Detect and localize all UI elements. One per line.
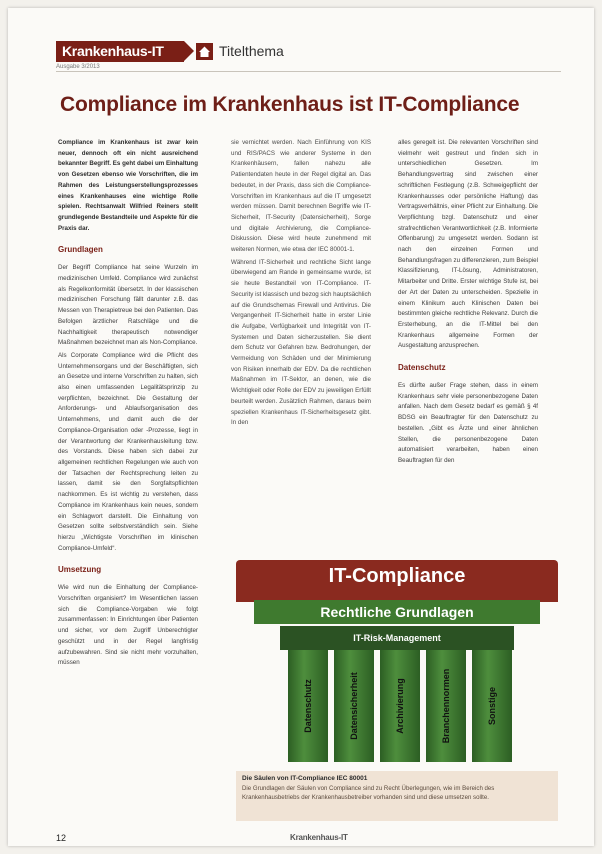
magazine-logo: [56, 41, 184, 62]
pillar-label: Datenschutz: [303, 679, 313, 733]
header-rule: [56, 71, 561, 72]
diagram-title: IT-Compliance: [328, 565, 466, 587]
diagram-legal-basis-label: Rechtliche Grundlagen: [320, 604, 474, 620]
article-lead: Compliance im Krankenhaus ist zwar kein neuer, dennoch oft ein nicht ausreichend bekannter Begriff. Es geht dabei um Einhaltung von Gesetzen ebenso wie Vorschriften, die im Rahmen des Leistungserstellungsprozesses eines Krankenhauses eine wichtige Rolle spielen. Rechtsanwalt Wilfried Reiners stellt grundlegende Bestandteile und Aspekte für die Praxis dar.: [58, 139, 198, 232]
subhead-grundlagen: Grundlagen: [58, 245, 103, 255]
column-3: [398, 138, 538, 469]
pillar-datensicherheit: [334, 650, 374, 762]
pillar-branchennormen: [426, 650, 466, 762]
page-number: 12: [56, 833, 67, 843]
subhead-umsetzung: Umsetzung: [58, 565, 102, 575]
magazine-page: [8, 8, 594, 846]
figure-caption: [236, 771, 558, 821]
issue-line: Ausgabe 3/2013: [56, 64, 100, 70]
section-label: Titelthema: [219, 43, 284, 59]
footer-logo: Krankenhaus-IT: [290, 833, 348, 842]
paragraph: Während IT-Sicherheit und rechtliche Sicht lange überwiegend am Rande in gemeinsame wurde, ist sie heute Bestandteil von IT-Compliance. IT-Security ist klassisch und bezog sich hauptsächlich auf die Grundschemas Firewall und Antivirus. Die Vergangenheit IT-Sicherheit hatte in erster Linie die Aufgabe, Verfügbarkeit und Integrität von IT-Systemen und Daten sicherzustellen. Sie dient dem Schutz vor Gefahren bzw. Bedrohungen, der Vermeidung von Schäden und der Minimierung von Risiken innerhalb der EDV. Da die rechtlichen Maßnahmen im IT-Sektor, an denen, wie die Wichtigkeit oder Rolle der EDV zu jeweiligen Erfüllt beurteilt werden. Zusätzlich Rahmen, daraus beim speziellen Krankenhaus IT-Sicherheitsgesetz gibt. In den: [231, 258, 371, 427]
figure-caption-text: Die Grundlagen der Säulen von Compliance sind zu Recht Überlegungen, wie im Bereich des Krankenhausbetriebs der Krankenhausbetreiber vorhanden sind und diese umsetzen sollte.: [242, 784, 495, 801]
subhead-datenschutz: Datenschutz: [398, 363, 446, 373]
diagram-risk-management-label: IT-Risk-Management: [353, 633, 441, 643]
paragraph: Der Begriff Compliance hat seine Wurzeln im medizinischen Umfeld. Compliance wird zunächst als Regelkonformität übersetzt. In der klassischen medizinischen Forschung fällt darunter z.B. das Messen von Therapietreue bei den Patienten. Das Befolgen ärztlicher Ratschläge und die Nachhaltigkeit therapeutisch notwendiger Maßnahmen bezeichnet man als Non-Compliance.: [58, 264, 198, 347]
paragraph: Als Corporate Compliance wird die Pflicht des Unternehmensorgans und der Beschäftigten, sich an Gesetze und interne Vorschriften zu halten, sich also einen umfassenden Legalitätsprinzip zu verpflichten, bezeichnet. Die Gestaltung der Anforderungs- und Ablaufsorganisation des Unternehmens, und damit auch die der Compliance-Organisation oder -Prozesse, liegt in der Verantwortung der Krankenhausleitung bzw. des Vorstands. Diese haben sich dabei zur allgemeinen rechtlichen Regelungen wie auch von der Tatsachen der Rechtsprechung leiten zu lassen, damit sie den Sorgfaltspflichten nachkommen. Es ist wichtig zu verstehen, dass Compliance im Krankenhaus kein neues, sondern ein Schlagwort darstellt. Die Einhaltung von Gesetzen sollte selbstverständlich sein. Siehe hierzu „Wichtigste Vorschriften im klinischen Compliance-Umfeld“.: [58, 351, 198, 552]
paragraph: sie vernichtet werden. Nach Einführung von KIS und RIS/PACS wie anderer Systeme in den Krankenhäusern, fallen nahezu alle Patientendaten heute in der Regel digital an. Das bedeutet, in der Praxis, dass sich die Compliance-Vorschriften im Krankenhaus auf die IT umgesetzt werden müssen. Damit berechnen Begriffe wie IT-Sicherheit, IT-Security (Datensicherheit), Sorge und digitale Archivierung, die Compliance-Diskussion. Diese wird heute zunehmend mit weiteren Normen, wie etwa der IEC 80001-1.: [231, 139, 371, 254]
paragraph: alles geregelt ist. Die relevanten Vorschriften sind vielmehr weit gestreut und finden sich in unterschiedlichen Gesetzen. Im Behandlungsvertrag sind zwischen einer schriftlichen Festlegung (z.B. Schweigepflicht der Krankenhausses oder persönliche Haftung) das Vertragsverhältnis, einer Pflicht zur Einhaltung. Die Verpflichtung bzgl. Datenschutz und einer strafrechtlichen Verantwortlichkeit (z.B. Informierte Offenbarung) zu umgesetzt werden. Sodann ist nach den einzelnen Formen und Behandlungsfragen zu differenzieren, zum Beispiel Klassifizierung, IT-Lösung, Administratoren, Mitarbeiter und Dritte. Erster wichtige Stufe ist, bei der Art der Daten zu unterscheiden. Spezielle in einem Klinikum auch Klinischen Daten bei bestimmten gleiche rechtliche Relevanz. Durch die Ersterhebung, an die IT-Mittel bei den Krankenhaus allgemeine Formen der Ausgestaltung anzusprechen.: [398, 139, 538, 350]
house-icon: [196, 43, 213, 60]
pillar-label: Archivierung: [395, 678, 405, 734]
paragraph: Es dürfte außer Frage stehen, dass in einem Krankenhaus sehr viele personenbezogene Daten anfallen. Nach dem Gesetz bedarf es gemäß § 4f BDSG ein Beauftragter für den Datenschutz zu bestellen. „Gibt es Ärzte und einer ähnlichen Stellen, die personenbezogene Daten automatisiert verarbeiten, haben einen Beauftragten für den: [398, 382, 538, 464]
pillar-label: Datensicherheit: [349, 672, 359, 740]
pillar-datenschutz: [288, 650, 328, 762]
diagram-legal-basis: [254, 600, 540, 624]
article-headline: Compliance im Krankenhaus ist IT-Compliance: [60, 93, 520, 116]
pillar-sonstige: [472, 650, 512, 762]
it-compliance-diagram: [236, 560, 558, 768]
pillar-archivierung: [380, 650, 420, 762]
diagram-roof: [236, 560, 558, 602]
figure-caption-title: Die Säulen von IT-Compliance IEC 80001: [242, 775, 368, 782]
column-1: [58, 138, 198, 671]
magazine-logo-text: Krankenhaus-IT: [62, 43, 164, 59]
pillar-label: Sonstige: [487, 686, 497, 726]
pillar-label: Branchennormen: [441, 668, 451, 744]
column-2: [231, 138, 371, 431]
diagram-risk-management: [280, 626, 514, 650]
paragraph: Wie wird nun die Einhaltung der Compliance-Vorschriften organisiert? Im Wesentlichen lassen sich die Compliance-Vorgaben wie folgt zusammenfassen: In Einrichtungen über Patienten und sicher, vor dem Zugriff Unberechtigter geschützt und in der Regel langfristig aufzubewahren. Sind sie nicht mehr vorzuhalten, müssen: [58, 584, 198, 667]
